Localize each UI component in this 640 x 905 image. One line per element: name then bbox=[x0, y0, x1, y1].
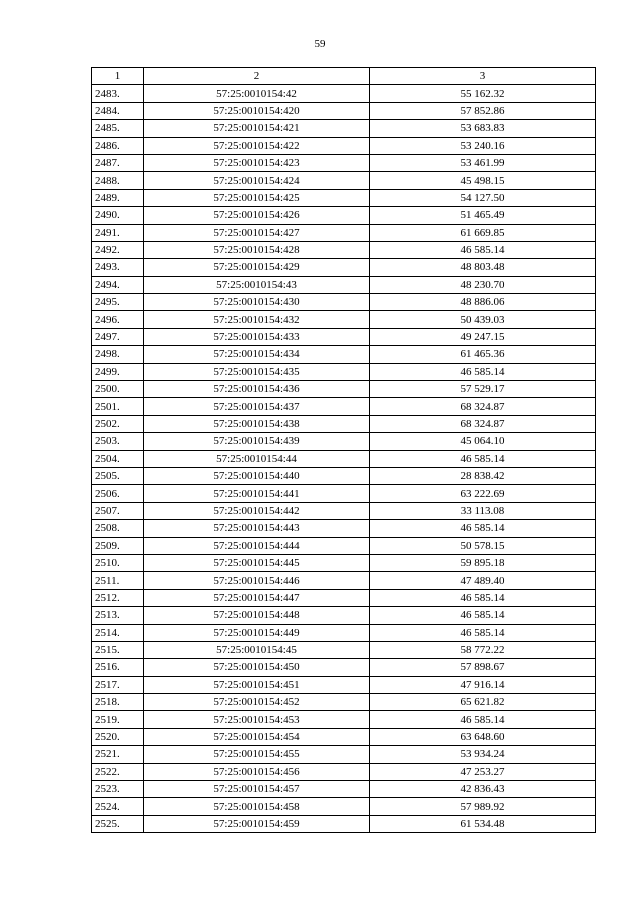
row-number-cell: 2522. bbox=[92, 763, 144, 780]
table-row bbox=[92, 450, 596, 467]
cadastral-number-cell: 57:25:0010154:432 bbox=[144, 311, 370, 328]
value-cell: 28 838.42 bbox=[370, 467, 596, 484]
table-row bbox=[92, 746, 596, 763]
table-row bbox=[92, 398, 596, 415]
cadastral-number-cell: 57:25:0010154:448 bbox=[144, 607, 370, 624]
cadastral-number-cell: 57:25:0010154:433 bbox=[144, 328, 370, 345]
table-row bbox=[92, 433, 596, 450]
value-cell: 46 585.14 bbox=[370, 241, 596, 258]
value-cell: 57 898.67 bbox=[370, 659, 596, 676]
cadastral-number-cell: 57:25:0010154:425 bbox=[144, 189, 370, 206]
value-cell: 58 772.22 bbox=[370, 641, 596, 658]
row-number-cell: 2503. bbox=[92, 433, 144, 450]
row-number-cell: 2495. bbox=[92, 294, 144, 311]
cadastral-number-cell: 57:25:0010154:447 bbox=[144, 589, 370, 606]
table-row bbox=[92, 224, 596, 241]
cadastral-number-cell: 57:25:0010154:438 bbox=[144, 415, 370, 432]
cadastral-number-cell: 57:25:0010154:424 bbox=[144, 172, 370, 189]
table-row bbox=[92, 711, 596, 728]
row-number-cell: 2518. bbox=[92, 694, 144, 711]
table-row bbox=[92, 241, 596, 258]
cadastral-number-cell: 57:25:0010154:458 bbox=[144, 798, 370, 815]
cadastral-number-cell: 57:25:0010154:430 bbox=[144, 294, 370, 311]
table-row bbox=[92, 676, 596, 693]
value-cell: 55 162.32 bbox=[370, 85, 596, 102]
row-number-cell: 2512. bbox=[92, 589, 144, 606]
row-number-cell: 2510. bbox=[92, 554, 144, 571]
cadastral-number-cell: 57:25:0010154:446 bbox=[144, 572, 370, 589]
table-row bbox=[92, 728, 596, 745]
value-cell: 57 529.17 bbox=[370, 381, 596, 398]
row-number-cell: 2494. bbox=[92, 276, 144, 293]
row-number-cell: 2501. bbox=[92, 398, 144, 415]
cadastral-number-cell: 57:25:0010154:449 bbox=[144, 624, 370, 641]
row-number-cell: 2508. bbox=[92, 520, 144, 537]
value-cell: 53 934.24 bbox=[370, 746, 596, 763]
value-cell: 61 465.36 bbox=[370, 346, 596, 363]
value-cell: 48 803.48 bbox=[370, 259, 596, 276]
value-cell: 54 127.50 bbox=[370, 189, 596, 206]
value-cell: 48 886.06 bbox=[370, 294, 596, 311]
cadastral-number-cell: 57:25:0010154:437 bbox=[144, 398, 370, 415]
table-row bbox=[92, 381, 596, 398]
row-number-cell: 2525. bbox=[92, 815, 144, 832]
value-cell: 57 852.86 bbox=[370, 102, 596, 119]
cadastral-number-cell: 57:25:0010154:426 bbox=[144, 207, 370, 224]
row-number-cell: 2506. bbox=[92, 485, 144, 502]
row-number-cell: 2486. bbox=[92, 137, 144, 154]
table-header-row bbox=[92, 68, 596, 85]
row-number-cell: 2515. bbox=[92, 641, 144, 658]
value-cell: 33 113.08 bbox=[370, 502, 596, 519]
table-row bbox=[92, 294, 596, 311]
column-header: 2 bbox=[144, 68, 370, 85]
row-number-cell: 2523. bbox=[92, 781, 144, 798]
row-number-cell: 2514. bbox=[92, 624, 144, 641]
row-number-cell: 2517. bbox=[92, 676, 144, 693]
cadastral-number-cell: 57:25:0010154:420 bbox=[144, 102, 370, 119]
value-cell: 59 895.18 bbox=[370, 554, 596, 571]
row-number-cell: 2496. bbox=[92, 311, 144, 328]
value-cell: 49 247.15 bbox=[370, 328, 596, 345]
cadastral-number-cell: 57:25:0010154:455 bbox=[144, 746, 370, 763]
value-cell: 68 324.87 bbox=[370, 415, 596, 432]
value-cell: 63 648.60 bbox=[370, 728, 596, 745]
table-row bbox=[92, 520, 596, 537]
table-row bbox=[92, 363, 596, 380]
value-cell: 46 585.14 bbox=[370, 711, 596, 728]
row-number-cell: 2502. bbox=[92, 415, 144, 432]
table-row bbox=[92, 207, 596, 224]
row-number-cell: 2490. bbox=[92, 207, 144, 224]
row-number-cell: 2488. bbox=[92, 172, 144, 189]
cadastral-number-cell: 57:25:0010154:45 bbox=[144, 641, 370, 658]
value-cell: 51 465.49 bbox=[370, 207, 596, 224]
row-number-cell: 2487. bbox=[92, 154, 144, 171]
value-cell: 45 064.10 bbox=[370, 433, 596, 450]
table-row bbox=[92, 172, 596, 189]
table-row bbox=[92, 415, 596, 432]
table-row bbox=[92, 659, 596, 676]
value-cell: 47 916.14 bbox=[370, 676, 596, 693]
value-cell: 46 585.14 bbox=[370, 363, 596, 380]
row-number-cell: 2497. bbox=[92, 328, 144, 345]
value-cell: 42 836.43 bbox=[370, 781, 596, 798]
table-row bbox=[92, 607, 596, 624]
cadastral-number-cell: 57:25:0010154:43 bbox=[144, 276, 370, 293]
cadastral-number-cell: 57:25:0010154:436 bbox=[144, 381, 370, 398]
row-number-cell: 2491. bbox=[92, 224, 144, 241]
cadastral-number-cell: 57:25:0010154:453 bbox=[144, 711, 370, 728]
table-row bbox=[92, 572, 596, 589]
table-row bbox=[92, 467, 596, 484]
value-cell: 46 585.14 bbox=[370, 589, 596, 606]
table-row bbox=[92, 589, 596, 606]
cadastral-number-cell: 57:25:0010154:450 bbox=[144, 659, 370, 676]
cadastral-number-cell: 57:25:0010154:443 bbox=[144, 520, 370, 537]
row-number-cell: 2493. bbox=[92, 259, 144, 276]
table-row bbox=[92, 137, 596, 154]
row-number-cell: 2485. bbox=[92, 120, 144, 137]
row-number-cell: 2504. bbox=[92, 450, 144, 467]
value-cell: 57 989.92 bbox=[370, 798, 596, 815]
row-number-cell: 2483. bbox=[92, 85, 144, 102]
table-row bbox=[92, 763, 596, 780]
value-cell: 68 324.87 bbox=[370, 398, 596, 415]
cadastral-number-cell: 57:25:0010154:421 bbox=[144, 120, 370, 137]
cadastral-number-cell: 57:25:0010154:435 bbox=[144, 363, 370, 380]
value-cell: 53 461.99 bbox=[370, 154, 596, 171]
row-number-cell: 2498. bbox=[92, 346, 144, 363]
table-row bbox=[92, 102, 596, 119]
table-row bbox=[92, 154, 596, 171]
table-row bbox=[92, 311, 596, 328]
row-number-cell: 2520. bbox=[92, 728, 144, 745]
cadastral-number-cell: 57:25:0010154:454 bbox=[144, 728, 370, 745]
cadastral-number-cell: 57:25:0010154:459 bbox=[144, 815, 370, 832]
row-number-cell: 2519. bbox=[92, 711, 144, 728]
cadastral-number-cell: 57:25:0010154:440 bbox=[144, 467, 370, 484]
row-number-cell: 2524. bbox=[92, 798, 144, 815]
row-number-cell: 2507. bbox=[92, 502, 144, 519]
table-row bbox=[92, 259, 596, 276]
cadastral-number-cell: 57:25:0010154:439 bbox=[144, 433, 370, 450]
cadastral-number-cell: 57:25:0010154:428 bbox=[144, 241, 370, 258]
table-row bbox=[92, 641, 596, 658]
value-cell: 45 498.15 bbox=[370, 172, 596, 189]
value-cell: 47 489.40 bbox=[370, 572, 596, 589]
value-cell: 65 621.82 bbox=[370, 694, 596, 711]
value-cell: 46 585.14 bbox=[370, 520, 596, 537]
cadastral-number-cell: 57:25:0010154:427 bbox=[144, 224, 370, 241]
table-row bbox=[92, 781, 596, 798]
column-header: 3 bbox=[370, 68, 596, 85]
table-row bbox=[92, 276, 596, 293]
cadastral-number-cell: 57:25:0010154:456 bbox=[144, 763, 370, 780]
value-cell: 50 439.03 bbox=[370, 311, 596, 328]
cadastral-number-cell: 57:25:0010154:442 bbox=[144, 502, 370, 519]
cadastral-number-cell: 57:25:0010154:423 bbox=[144, 154, 370, 171]
row-number-cell: 2516. bbox=[92, 659, 144, 676]
table-row bbox=[92, 694, 596, 711]
page-number: 59 bbox=[314, 38, 326, 50]
row-number-cell: 2513. bbox=[92, 607, 144, 624]
table-row bbox=[92, 346, 596, 363]
table-row bbox=[92, 189, 596, 206]
table-row bbox=[92, 485, 596, 502]
table-row bbox=[92, 85, 596, 102]
row-number-cell: 2509. bbox=[92, 537, 144, 554]
cadastral-number-cell: 57:25:0010154:444 bbox=[144, 537, 370, 554]
value-cell: 53 683.83 bbox=[370, 120, 596, 137]
value-cell: 50 578.15 bbox=[370, 537, 596, 554]
cadastral-number-cell: 57:25:0010154:441 bbox=[144, 485, 370, 502]
cadastral-number-cell: 57:25:0010154:445 bbox=[144, 554, 370, 571]
cadastral-number-cell: 57:25:0010154:44 bbox=[144, 450, 370, 467]
table-row bbox=[92, 120, 596, 137]
row-number-cell: 2511. bbox=[92, 572, 144, 589]
row-number-cell: 2521. bbox=[92, 746, 144, 763]
value-cell: 61 669.85 bbox=[370, 224, 596, 241]
value-cell: 46 585.14 bbox=[370, 450, 596, 467]
cadastral-number-cell: 57:25:0010154:457 bbox=[144, 781, 370, 798]
row-number-cell: 2505. bbox=[92, 467, 144, 484]
table-row bbox=[92, 502, 596, 519]
cadastral-number-cell: 57:25:0010154:434 bbox=[144, 346, 370, 363]
value-cell: 61 534.48 bbox=[370, 815, 596, 832]
value-cell: 47 253.27 bbox=[370, 763, 596, 780]
cadastral-number-cell: 57:25:0010154:429 bbox=[144, 259, 370, 276]
table-row bbox=[92, 798, 596, 815]
table-row bbox=[92, 815, 596, 832]
value-cell: 46 585.14 bbox=[370, 607, 596, 624]
row-number-cell: 2492. bbox=[92, 241, 144, 258]
cadastral-value-table bbox=[91, 67, 596, 833]
cadastral-number-cell: 57:25:0010154:422 bbox=[144, 137, 370, 154]
cadastral-number-cell: 57:25:0010154:452 bbox=[144, 694, 370, 711]
row-number-cell: 2484. bbox=[92, 102, 144, 119]
row-number-cell: 2500. bbox=[92, 381, 144, 398]
cadastral-number-cell: 57:25:0010154:451 bbox=[144, 676, 370, 693]
value-cell: 53 240.16 bbox=[370, 137, 596, 154]
table-row bbox=[92, 537, 596, 554]
table-row bbox=[92, 624, 596, 641]
row-number-cell: 2489. bbox=[92, 189, 144, 206]
value-cell: 48 230.70 bbox=[370, 276, 596, 293]
table-row bbox=[92, 328, 596, 345]
value-cell: 46 585.14 bbox=[370, 624, 596, 641]
cadastral-number-cell: 57:25:0010154:42 bbox=[144, 85, 370, 102]
table-body bbox=[92, 85, 596, 833]
value-cell: 63 222.69 bbox=[370, 485, 596, 502]
row-number-cell: 2499. bbox=[92, 363, 144, 380]
column-header: 1 bbox=[92, 68, 144, 85]
table-row bbox=[92, 554, 596, 571]
